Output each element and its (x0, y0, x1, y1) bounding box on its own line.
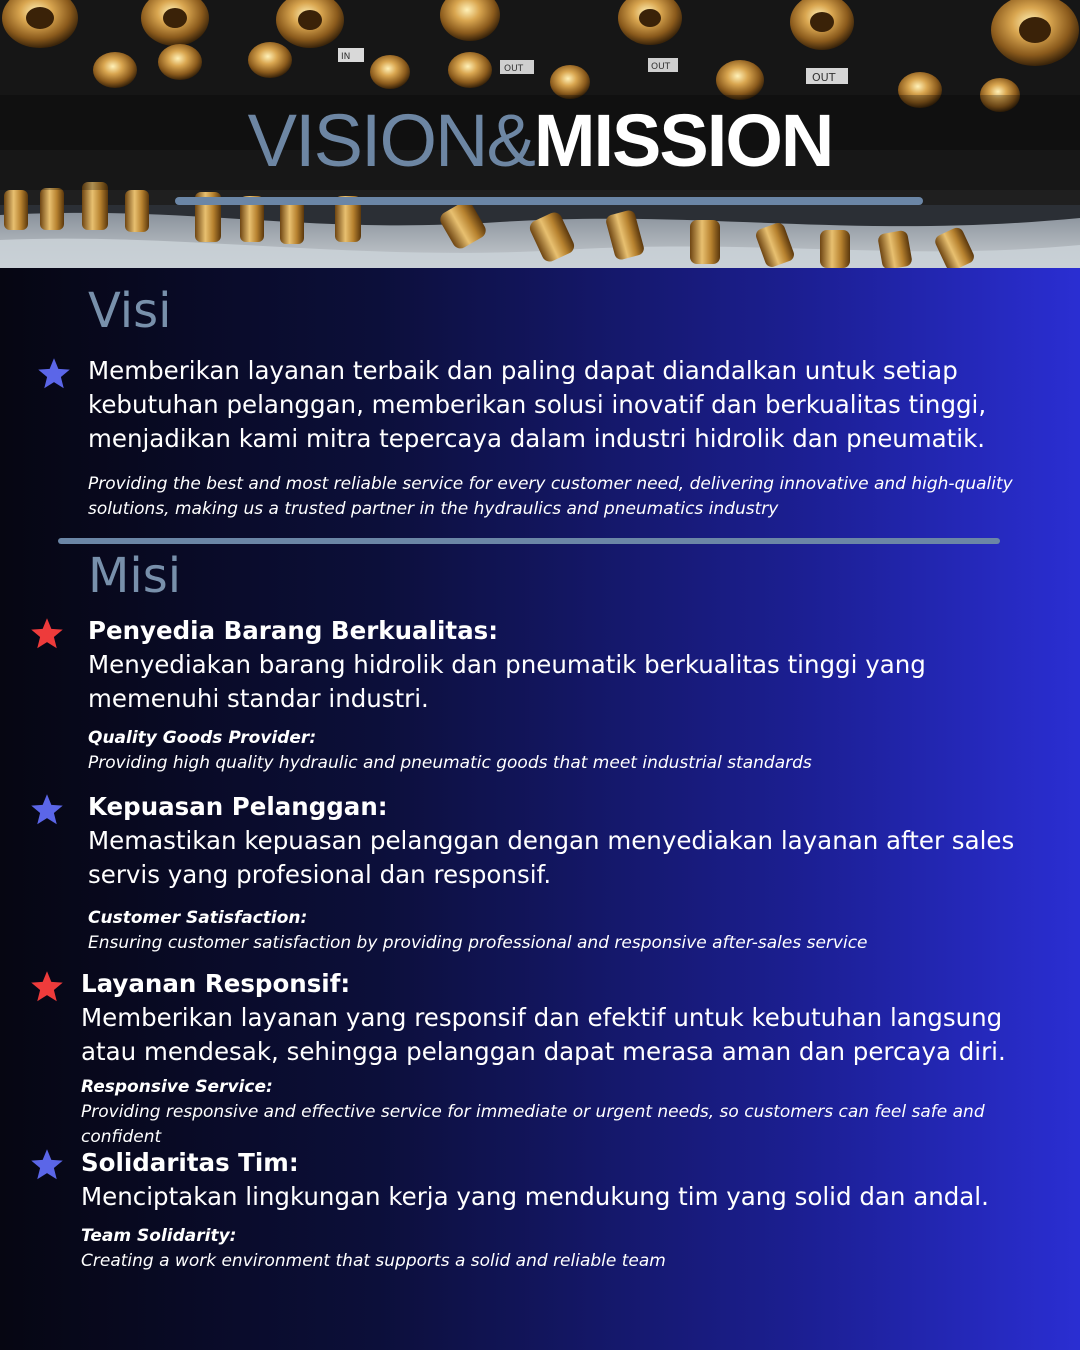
page-title-vision: VISION& (247, 99, 534, 182)
mission-item-text: Memberikan layanan yang responsif dan efektif untuk kebutuhan langsung atau mendesak, sehingga pelanggan dapat merasa aman dan percaya diri. (81, 1003, 1006, 1066)
mission-item-english-title: Customer Satisfaction: (88, 908, 308, 928)
page-title-mission: MISSION (533, 99, 833, 182)
mission-heading: Misi (88, 548, 182, 604)
mission-item-title: Kepuasan Pelanggan: (88, 792, 388, 821)
photo-label-out-3: OUT (651, 62, 671, 72)
title-underline (175, 197, 923, 205)
mission-item-english-text: Providing high quality hydraulic and pneumatic goods that meet industrial standards (88, 753, 812, 773)
mission-item-title: Solidaritas Tim: (81, 1148, 299, 1177)
star-icon (29, 616, 65, 652)
mission-item (88, 790, 1048, 956)
mission-item (81, 967, 1041, 1150)
mission-item-title: Penyedia Barang Berkualitas: (88, 616, 498, 645)
mission-item-title: Layanan Responsif: (81, 969, 351, 998)
mission-item-english-title: Quality Goods Provider: (88, 728, 317, 748)
photo-label-in: IN (341, 52, 351, 62)
vision-heading: Visi (88, 283, 172, 339)
photo-label-out: OUT (812, 71, 836, 84)
star-icon (29, 969, 65, 1005)
vision-text: Memberikan layanan terbaik dan paling dapat diandalkan untuk setiap kebutuhan pelanggan, memberikan solusi inovatif dan berkualitas tinggi, menjadikan kami mitra tepercaya dalam industri hidrolik dan pneumatik. (88, 356, 987, 453)
mission-item (81, 1146, 1041, 1274)
star-icon (29, 792, 65, 828)
mission-item-text: Menyediakan barang hidrolik dan pneumatik berkualitas tinggi yang memenuhi standar industri. (88, 650, 926, 713)
star-icon (29, 1147, 65, 1183)
photo-label-out-2: OUT (504, 64, 524, 74)
vision-english-text: Providing the best and most reliable service for every customer need, delivering innovative and high-quality solutions, making us a trusted partner in the hydraulics and pneumatics industry (88, 474, 1013, 519)
mission-item-english-text: Creating a work environment that supports a solid and reliable team (81, 1251, 666, 1271)
mission-item-english-title: Responsive Service: (81, 1077, 273, 1097)
mission-item-english-text: Ensuring customer satisfaction by providing professional and responsive after-sales service (88, 933, 868, 953)
mission-item-text: Menciptakan lingkungan kerja yang mendukung tim yang solid dan andal. (81, 1182, 989, 1211)
mission-item-text: Memastikan kepuasan pelanggan dengan menyediakan layanan after sales servis yang profesional dan responsif. (88, 826, 1015, 889)
mission-item-english-text: Providing responsive and effective service for immediate or urgent needs, so customers can feel safe and confident (81, 1102, 985, 1147)
vision-block (88, 354, 1038, 522)
header-banner (0, 0, 1080, 268)
star-icon (36, 356, 72, 392)
section-divider (58, 538, 1000, 544)
mission-item (88, 614, 1038, 776)
mission-item-english-title: Team Solidarity: (81, 1226, 237, 1246)
page-title (0, 96, 1080, 186)
